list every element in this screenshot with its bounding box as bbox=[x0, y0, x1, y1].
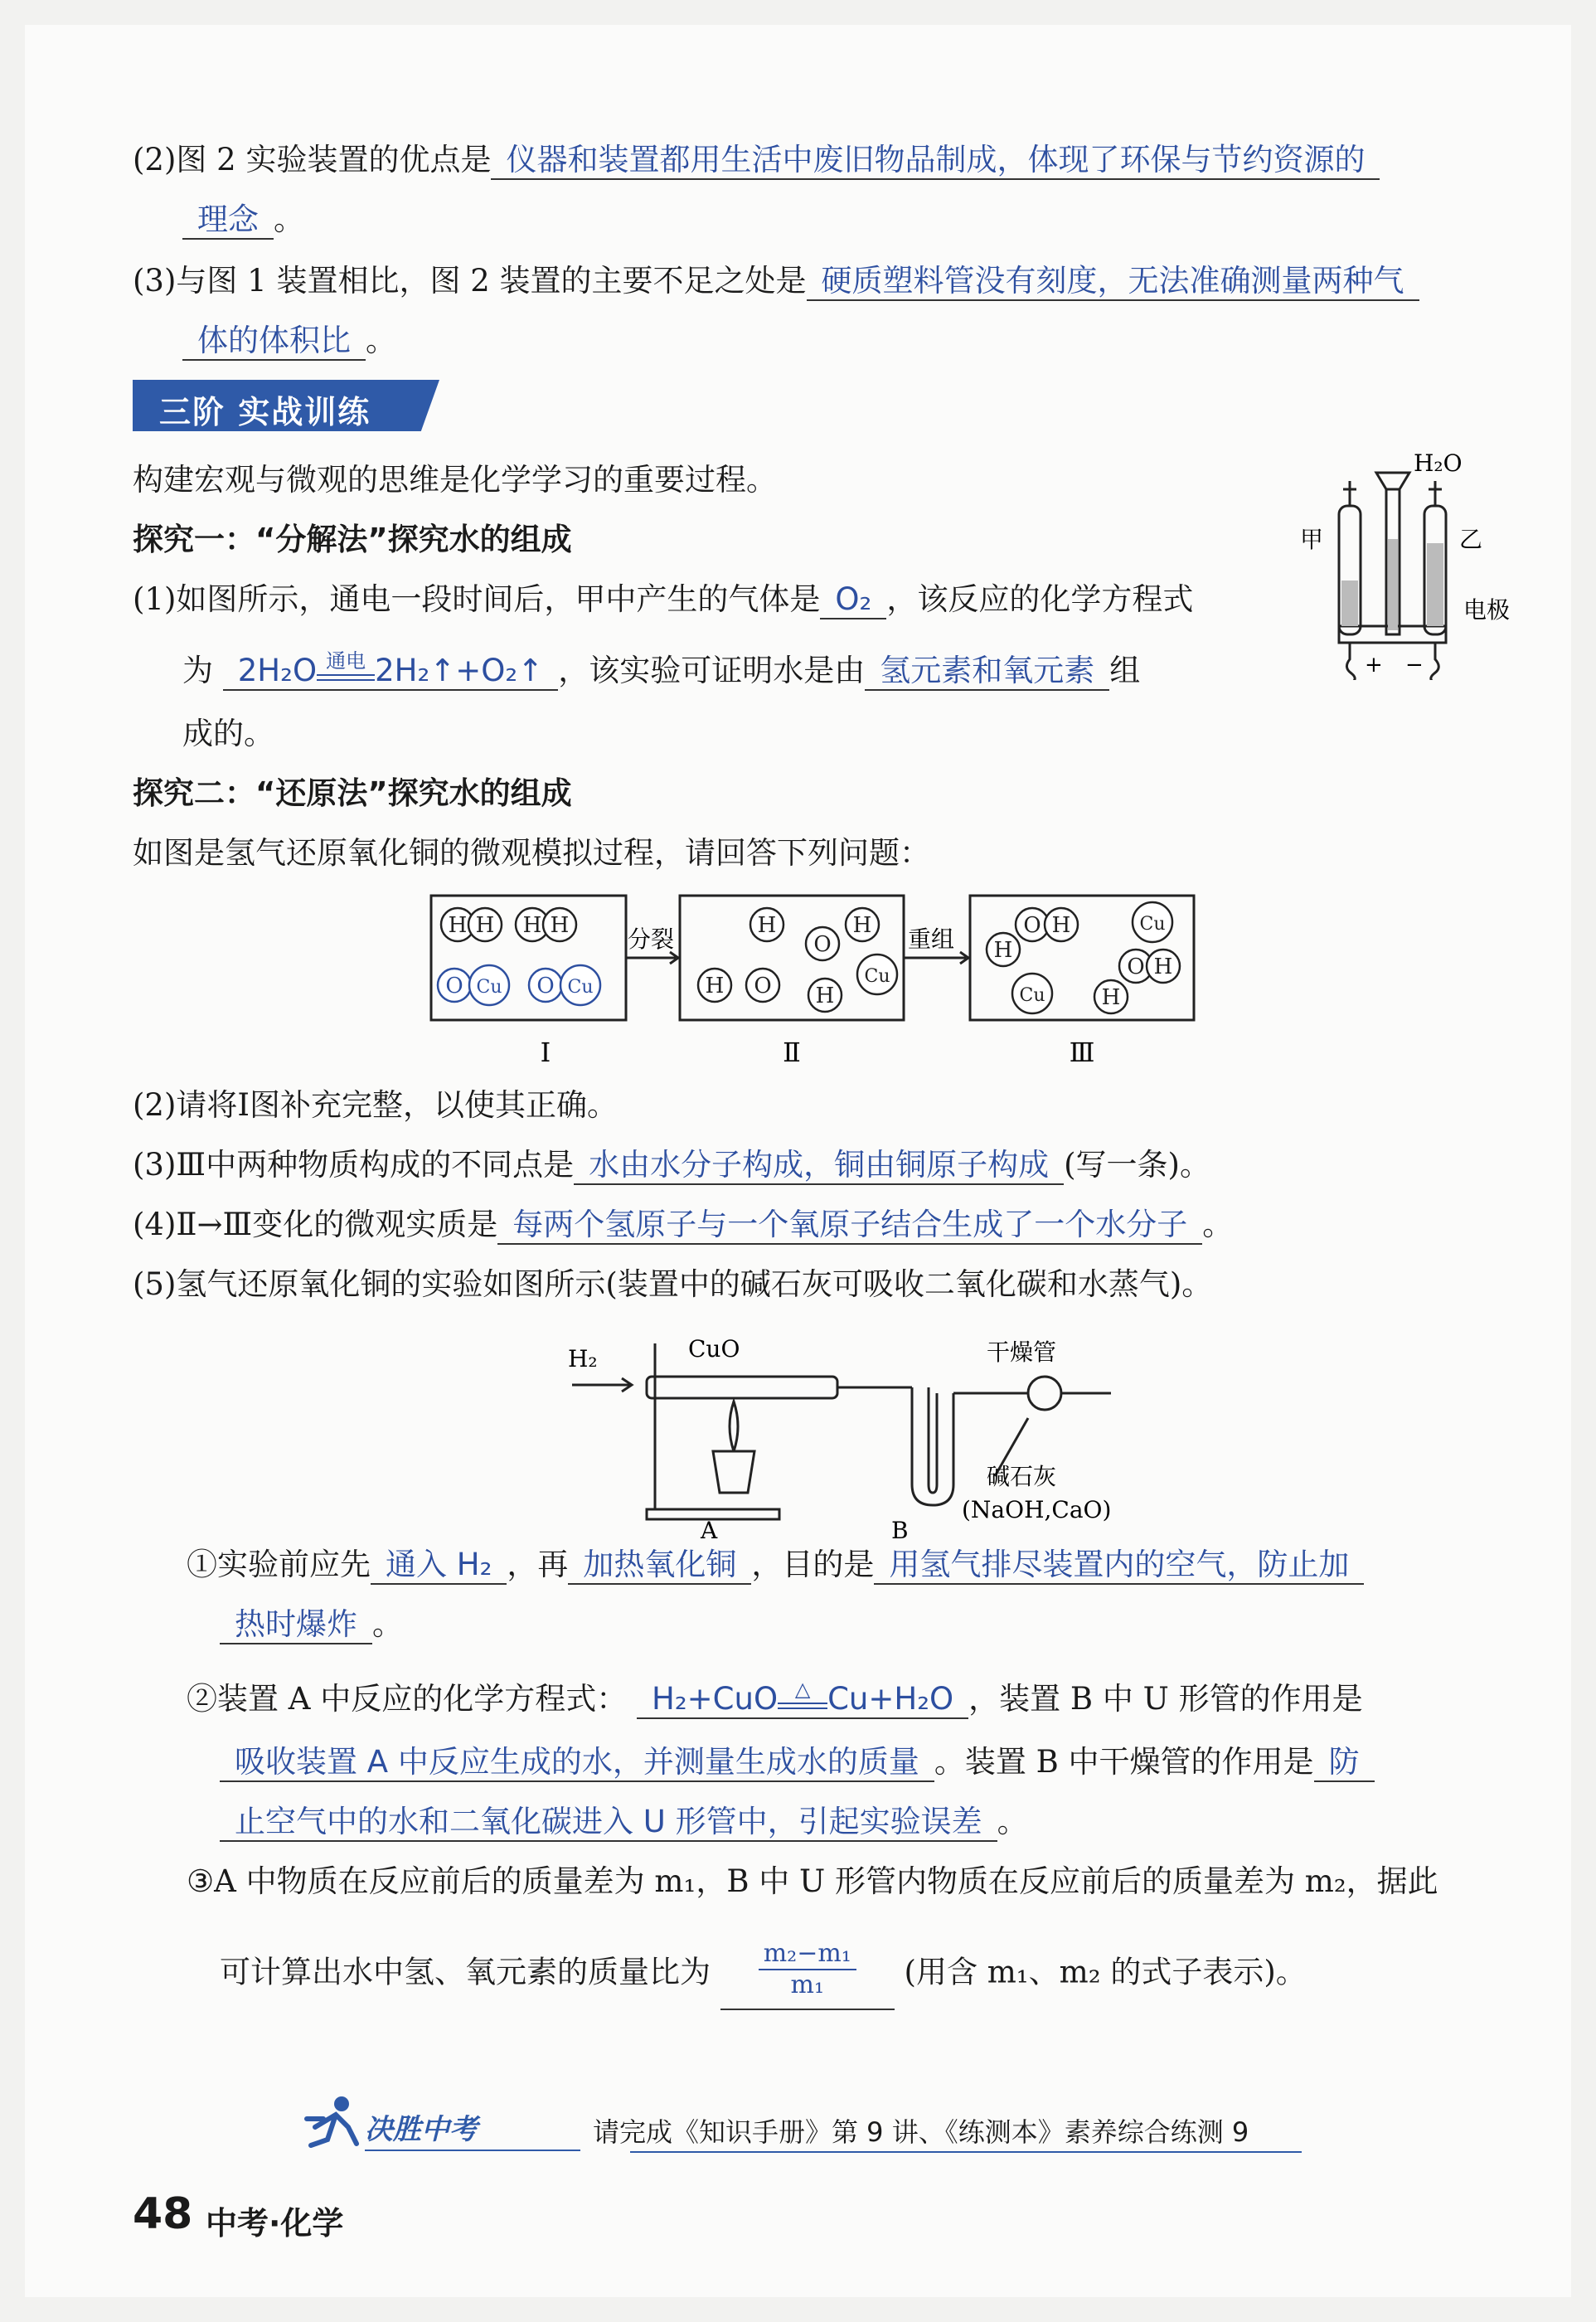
q3-line bbox=[133, 260, 1419, 302]
e1-q1 bbox=[133, 579, 1193, 620]
atom-h: H bbox=[1101, 985, 1121, 1010]
q3-answer: 硬质塑料管没有刻度，无法准确测量两种气 bbox=[807, 263, 1419, 301]
e1-q1-prefix: (1)如图所示，通电一段时间后，甲中产生的气体是 bbox=[133, 581, 821, 617]
e1-q1-line3: 成的。 bbox=[182, 716, 274, 751]
s2-eq-left: H₂+CuO bbox=[652, 1681, 779, 1717]
reduction-apparatus bbox=[564, 1327, 1144, 1542]
hard-glass-tube bbox=[647, 1377, 837, 1398]
s3-prefix: 可计算出水中氢、氧元素的质量比为 bbox=[220, 1954, 711, 1990]
s2-eq-arrow bbox=[778, 1678, 827, 1709]
e1-eq-left: 2H₂O bbox=[237, 653, 318, 688]
arrow1-label: 分裂 bbox=[628, 925, 675, 953]
e1-equation bbox=[223, 649, 559, 691]
atom-cu: Cu bbox=[1139, 914, 1166, 935]
footer-brand: 决胜中考 bbox=[365, 2113, 478, 2146]
arrow2-label: 重组 bbox=[908, 925, 955, 953]
electrode-label: 电极 bbox=[1463, 596, 1511, 624]
lime-formula-label: (NaOH,CaO) bbox=[962, 1496, 1112, 1523]
u-tube bbox=[912, 1387, 953, 1505]
h2-label: H₂ bbox=[568, 1345, 598, 1372]
atom-h: H bbox=[448, 913, 468, 938]
q3b-answer: 水由水分子构成，铜由铜原子构成 bbox=[574, 1147, 1064, 1185]
s2-line3 bbox=[220, 1801, 1028, 1843]
s1-mid: ，再 bbox=[507, 1547, 569, 1582]
s1 bbox=[187, 1544, 1364, 1586]
s2-suffix: 。 bbox=[997, 1804, 1028, 1839]
s2-answer3-cont: 止空气中的水和二氧化碳进入 U 形管中，引起实验误差 bbox=[220, 1804, 997, 1842]
s3-frac-num: m₂−m₁ bbox=[759, 1939, 856, 1970]
q3-answer-cont: 体的体积比 bbox=[182, 323, 366, 361]
e1-eq-cond: 通电 bbox=[326, 649, 366, 673]
q2-line2 bbox=[182, 199, 304, 240]
footer-task: 请完成《知识手册》第 9 讲、《练测本》素养综合练测 9 bbox=[593, 2116, 1249, 2148]
s3-suffix: (用含 m₁、m₂ 的式子表示)。 bbox=[904, 1954, 1307, 1990]
lime-label: 碱石灰 bbox=[987, 1463, 1057, 1490]
s1-answer2: 加热氧化铜 bbox=[568, 1547, 751, 1585]
label-B: B bbox=[891, 1517, 909, 1542]
atom-o: O bbox=[813, 932, 832, 957]
s2-answer3: 防 bbox=[1314, 1744, 1375, 1782]
atom-h: H bbox=[550, 913, 570, 938]
cuo-label: CuO bbox=[688, 1335, 740, 1363]
q3-suffix: 。 bbox=[366, 323, 396, 358]
atom-o: O bbox=[536, 974, 555, 998]
s2-mid: ，装置 B 中 U 形管的作用是 bbox=[968, 1681, 1363, 1717]
q2b: (2)请将Ⅰ图补充完整，以使其正确。 bbox=[133, 1087, 619, 1123]
s2-mid2: 。装置 B 中干燥管的作用是 bbox=[934, 1744, 1314, 1780]
dryer-label: 干燥管 bbox=[987, 1338, 1057, 1366]
label-II: Ⅱ bbox=[783, 1037, 801, 1068]
q2-prefix: (2)图 2 实验装置的优点是 bbox=[133, 142, 492, 177]
atom-h: H bbox=[757, 913, 777, 938]
e1-q1-end: 组 bbox=[1109, 653, 1141, 688]
h2o-label: H₂O bbox=[1414, 449, 1463, 477]
s2-answer2: 吸收装置 A 中反应生成的水，并测量生成水的质量 bbox=[220, 1744, 934, 1782]
s1-answer3-cont: 热时爆炸 bbox=[220, 1606, 372, 1644]
atom-h: H bbox=[815, 984, 835, 1008]
e1-eq-arrow bbox=[317, 649, 375, 681]
label-A: A bbox=[701, 1517, 718, 1542]
atom-h: H bbox=[993, 938, 1013, 963]
atom-cu: Cu bbox=[864, 966, 890, 987]
atom-o: O bbox=[445, 974, 463, 998]
s3-fraction bbox=[759, 1939, 856, 2000]
e1-q1-line2 bbox=[182, 650, 1140, 692]
explore2-title: 探究二：“还原法”探究水的组成 bbox=[133, 775, 572, 811]
page-number: 48 bbox=[133, 2189, 193, 2239]
e1-q1-mid2: ，该实验可证明水是由 bbox=[558, 653, 866, 688]
s2-eq-cond: △ bbox=[794, 1678, 811, 1701]
q3b-suffix: (写一条)。 bbox=[1064, 1147, 1210, 1183]
plus-label: + bbox=[1365, 653, 1383, 678]
atom-h: H bbox=[1153, 955, 1173, 979]
e1-q1-mid: ，该反应的化学方程式 bbox=[886, 581, 1194, 617]
atom-cu: Cu bbox=[476, 977, 502, 998]
e1-q1-answer: O₂ bbox=[820, 581, 886, 619]
s3-frac-den: m₁ bbox=[790, 1970, 824, 1999]
minus-label: − bbox=[1405, 653, 1424, 678]
footer-subject: 中考·化学 bbox=[206, 2205, 344, 2242]
funnel bbox=[1376, 473, 1409, 489]
q2-line bbox=[133, 139, 1380, 181]
jia-label: 甲 bbox=[1300, 526, 1324, 553]
q5: (5)氢气还原氧化铜的实验如图所示(装置中的碱石灰可吸收二氧化碳和水蒸气)。 bbox=[133, 1266, 1213, 1302]
s2-eq-right: Cu+H₂O bbox=[827, 1681, 954, 1717]
footer-task-line bbox=[630, 2151, 1302, 2153]
s2-prefix: ②装置 A 中反应的化学方程式： bbox=[187, 1681, 628, 1717]
label-III: Ⅲ bbox=[1069, 1037, 1095, 1068]
q2-answer: 仪器和装置都用生活中废旧物品制成，体现了环保与节约资源的 bbox=[491, 142, 1380, 180]
section-title: 三阶 实战训练 bbox=[159, 394, 371, 430]
footer-brand-line bbox=[365, 2150, 580, 2151]
s1-answer3: 用氢气排尽装置内的空气，防止加 bbox=[874, 1547, 1364, 1585]
atom-cu: Cu bbox=[567, 977, 594, 998]
q4-suffix: 。 bbox=[1202, 1207, 1234, 1242]
q3b bbox=[133, 1144, 1210, 1186]
atom-h: H bbox=[705, 974, 725, 998]
atom-h: H bbox=[852, 913, 872, 938]
electrolysis-apparatus bbox=[1293, 448, 1542, 680]
s1-prefix: ①实验前应先 bbox=[187, 1547, 371, 1582]
q3b-prefix: (3)Ⅲ中两种物质构成的不同点是 bbox=[133, 1147, 575, 1183]
atom-cu: Cu bbox=[1019, 985, 1045, 1006]
drying-tube bbox=[1028, 1377, 1061, 1410]
atom-o: O bbox=[1127, 955, 1145, 979]
s2-equation bbox=[637, 1678, 968, 1719]
e1-eq-right: 2H₂↑+O₂↑ bbox=[375, 653, 544, 688]
s1-line2 bbox=[220, 1604, 403, 1645]
s1-mid2: ，目的是 bbox=[751, 1547, 875, 1582]
s2 bbox=[187, 1678, 1363, 1720]
yi-label: 乙 bbox=[1459, 526, 1483, 553]
e1-q1-answer2: 氢元素和氧元素 bbox=[865, 653, 1109, 691]
s2-line2 bbox=[220, 1742, 1375, 1783]
q2-suffix: 。 bbox=[274, 202, 304, 237]
atom-h: H bbox=[522, 913, 542, 938]
intro: 构建宏观与微观的思维是化学学习的重要过程。 bbox=[133, 462, 777, 498]
micro-model bbox=[423, 887, 1219, 1078]
explore1-title: 探究一：“分解法”探究水的组成 bbox=[133, 522, 572, 557]
e1-q1-line2-prefix: 为 bbox=[182, 653, 213, 688]
atom-h: H bbox=[475, 913, 495, 938]
atom-o: O bbox=[1023, 913, 1041, 938]
q3-line2 bbox=[182, 320, 396, 362]
runner-icon bbox=[298, 2094, 365, 2152]
s1-suffix: 。 bbox=[372, 1606, 403, 1642]
q4-prefix: (4)Ⅱ→Ⅲ变化的微观实质是 bbox=[133, 1207, 498, 1242]
s3-line2 bbox=[220, 1939, 1307, 2010]
s3-line1: ③A 中物质在反应前后的质量差为 m₁，B 中 U 形管内物质在反应前后的质量差为 m₂，据此 bbox=[187, 1863, 1438, 1899]
atom-h: H bbox=[1051, 913, 1071, 938]
s1-answer1: 通入 H₂ bbox=[371, 1547, 507, 1585]
explore2-desc: 如图是氢气还原氧化铜的微观模拟过程，请回答下列问题： bbox=[133, 835, 930, 871]
q4 bbox=[133, 1204, 1233, 1246]
label-I: Ⅰ bbox=[540, 1037, 551, 1068]
q4-answer: 每两个氢原子与一个氧原子结合生成了一个水分子 bbox=[497, 1207, 1202, 1245]
s3-answer-blank bbox=[720, 1939, 895, 2010]
q3-prefix: (3)与图 1 装置相比，图 2 装置的主要不足之处是 bbox=[133, 263, 807, 299]
alcohol-lamp bbox=[713, 1451, 754, 1493]
q2-answer-cont: 理念 bbox=[182, 202, 274, 240]
atom-o: O bbox=[754, 974, 772, 998]
section-tag bbox=[133, 380, 439, 431]
